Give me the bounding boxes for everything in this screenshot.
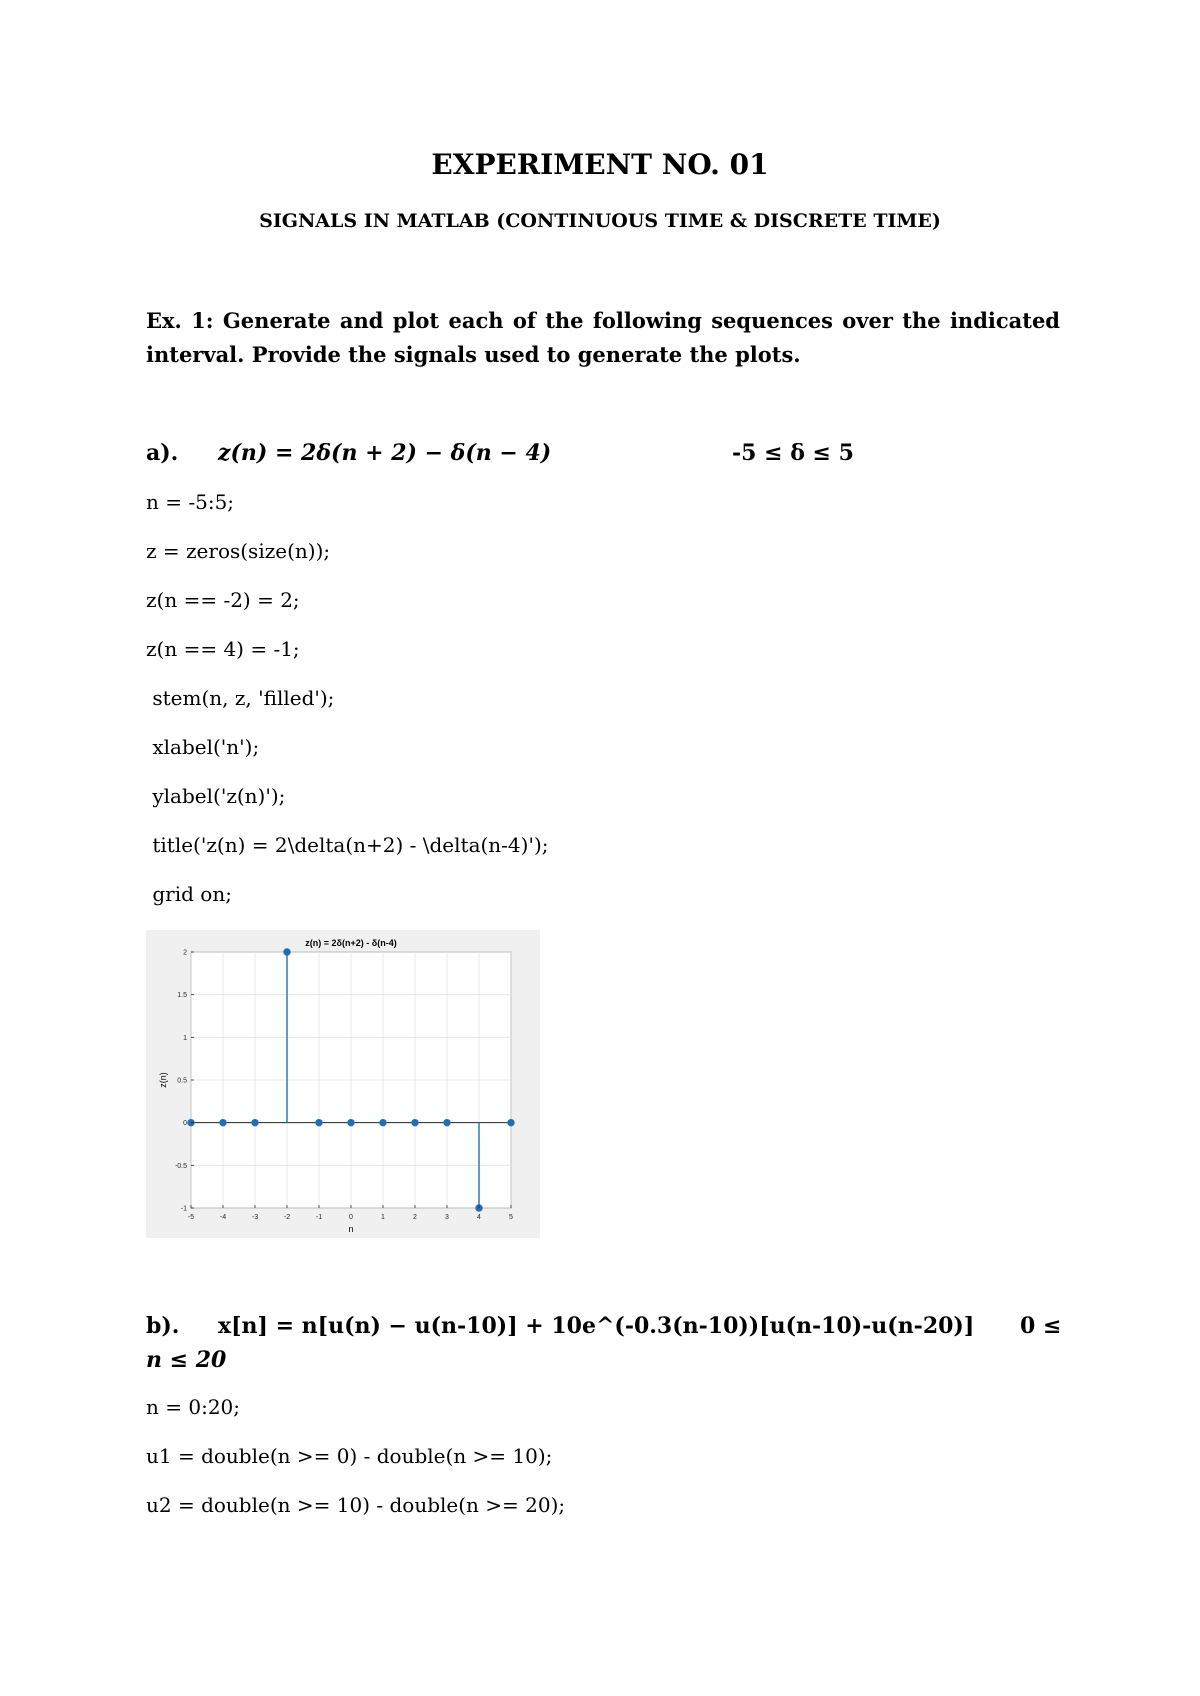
matlab-figure [146,930,540,1238]
stem-marker [444,1119,450,1125]
exercise-statement: Ex. 1: Generate and plot each of the following sequences over the indicated interval. Provide the signals used to generate the plots. [146,308,1060,367]
stem-marker [284,949,290,955]
code-line: z(n == 4) = -1; [146,637,300,661]
y-tick-label: -0.5 [174,1162,187,1170]
y-tick-label: 0.5 [177,1077,187,1085]
chart-title: z(n) = 2δ(n+2) - δ(n-4) [305,938,397,948]
x-tick-label: 3 [445,1214,449,1221]
part-b-equation: x[n] = n[u(n) − u(n-10)] + 10e^(-0.3(n-10))[u(n-10)-u(n-20)] [218,1313,975,1339]
x-axis-label: n [348,1224,354,1234]
y-tick-label: 2 [183,949,187,957]
x-tick-label: 1 [381,1214,385,1221]
part-b-range-end: n ≤ 20 [146,1347,227,1373]
x-tick-label: -2 [283,1214,291,1221]
part-a-equation: z(n) = 2δ(n + 2) − δ(n − 4) [218,440,552,466]
code-line: z(n == -2) = 2; [146,588,300,612]
stem-marker [220,1119,226,1125]
stem-marker [316,1119,322,1125]
stem-marker [380,1119,386,1125]
y-tick-label: 1 [183,1034,187,1042]
stem-marker [508,1119,514,1125]
x-tick-label: -1 [315,1214,323,1221]
code-line: xlabel('n'); [146,735,260,759]
code-line: z = zeros(size(n)); [146,539,331,563]
code-line: n = -5:5; [146,490,235,514]
code-line: stem(n, z, 'filled'); [146,686,335,710]
stem-marker [348,1119,354,1125]
stem-marker [412,1119,418,1125]
x-tick-label: -5 [187,1214,195,1221]
stem-chart [146,930,540,1238]
experiment-subtitle: SIGNALS IN MATLAB (CONTINUOUS TIME & DISCRETE TIME) [259,210,941,232]
part-a-label: a). [146,440,179,466]
x-tick-label: 2 [413,1214,417,1221]
x-tick-label: -3 [251,1214,259,1221]
part-b-range-start: 0 ≤ [1020,1313,1062,1339]
y-tick-label: 0 [183,1120,187,1128]
code-line: grid on; [146,882,232,906]
x-tick-label: -4 [219,1214,227,1221]
x-tick-label: 0 [349,1214,353,1221]
y-tick-label: -1 [180,1205,187,1213]
part-b-label: b). [146,1313,180,1339]
x-tick-label: 5 [509,1214,513,1221]
code-line: title('z(n) = 2\delta(n+2) - \delta(n-4)'); [146,833,549,857]
y-axis-label: z(n) [158,1072,168,1088]
part-a-range: -5 ≤ δ ≤ 5 [732,440,854,466]
code-line: u1 = double(n >= 0) - double(n >= 10); [146,1444,553,1468]
experiment-title: EXPERIMENT NO. 01 [431,148,769,181]
stem-marker [252,1119,258,1125]
x-tick-label: 4 [477,1214,481,1221]
y-tick-label: 1.5 [177,992,187,1000]
code-line: ylabel('z(n)'); [146,784,286,808]
code-line: u2 = double(n >= 10) - double(n >= 20); [146,1493,566,1517]
code-line: n = 0:20; [146,1395,241,1419]
